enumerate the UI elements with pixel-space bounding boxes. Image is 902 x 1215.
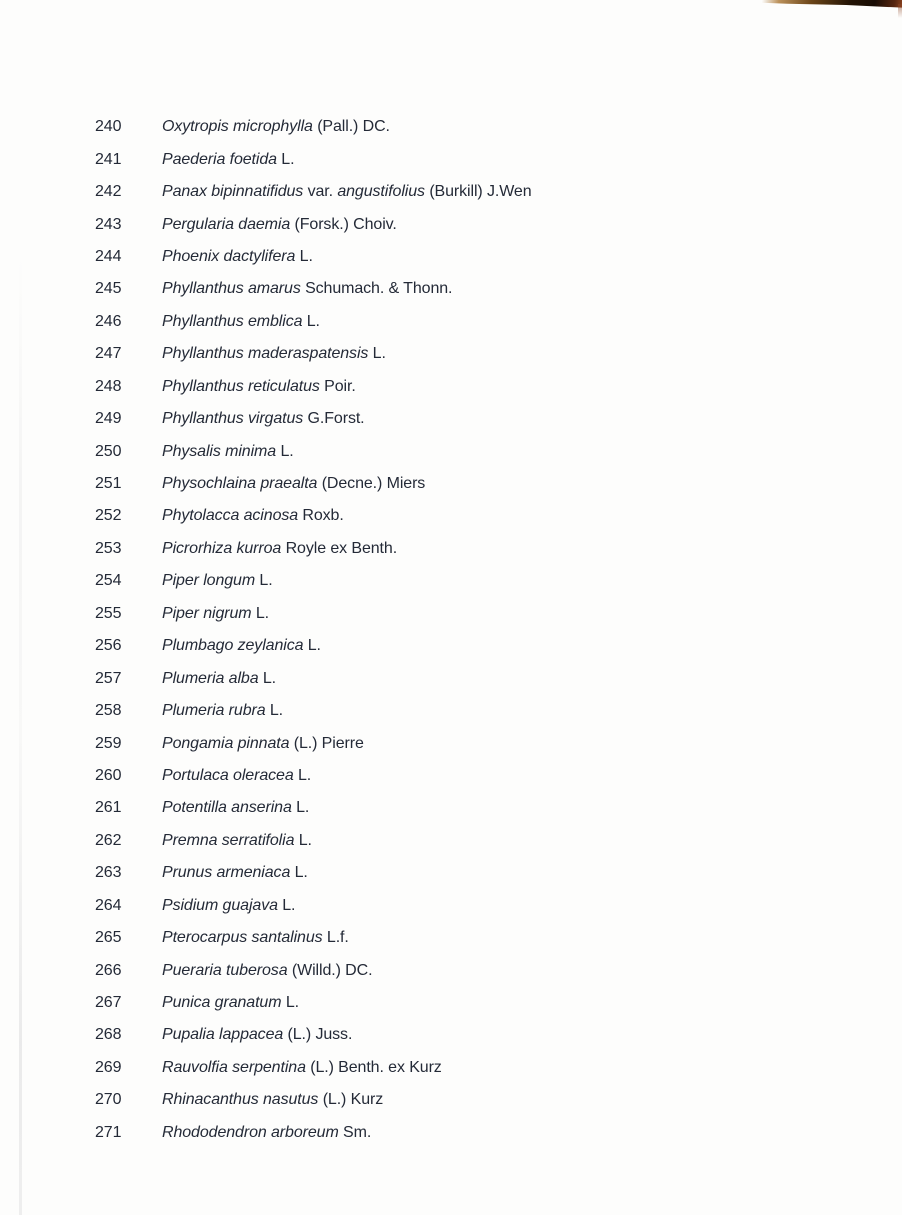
list-item (95, 468, 872, 500)
item-name (162, 443, 294, 461)
item-name (162, 572, 273, 590)
item-number: 244 (95, 247, 122, 265)
author-citation: (L.) Benth. ex Kurz (305, 1058, 442, 1076)
item-number: 271 (95, 1123, 122, 1141)
list-item (95, 273, 872, 305)
list-item (95, 987, 872, 1019)
species-binomial: Psidium guajava (162, 896, 278, 914)
item-number: 243 (95, 215, 122, 233)
author-citation: Sm. (338, 1123, 372, 1141)
author-citation: Poir. (319, 377, 356, 395)
author-citation: L. (293, 766, 312, 784)
item-name (162, 540, 397, 558)
species-binomial: Punica granatum (162, 994, 282, 1012)
list-item (95, 403, 872, 435)
list-item (95, 533, 872, 565)
author-citation: (L.) Pierre (289, 734, 364, 752)
item-name (162, 118, 390, 136)
item-number: 246 (95, 312, 122, 330)
author-citation: L. (291, 799, 310, 817)
item-number: 250 (95, 442, 122, 460)
list-item (95, 760, 872, 792)
list-item (95, 306, 872, 338)
item-name (162, 735, 364, 753)
species-binomial: Phyllanthus amarus (162, 280, 301, 298)
item-number: 270 (95, 1091, 122, 1109)
author-citation: Royle ex Benth. (281, 539, 398, 557)
item-number: 268 (95, 1026, 122, 1044)
list-item (95, 630, 872, 662)
species-binomial: Premna serratifolia (162, 831, 295, 849)
item-number: 259 (95, 734, 122, 752)
list-item (95, 565, 872, 597)
item-name (162, 929, 349, 947)
item-name (162, 864, 308, 882)
item-number: 248 (95, 377, 122, 395)
item-name (162, 151, 294, 169)
author-citation: (Decne.) Miers (317, 475, 426, 493)
species-binomial: Plumbago zeylanica (162, 637, 304, 655)
author-citation: L. (276, 442, 294, 460)
item-name (162, 799, 309, 817)
species-binomial: Pterocarpus santalinus (162, 929, 323, 947)
item-name (162, 410, 365, 428)
item-number: 242 (95, 183, 122, 201)
species-binomial: Pupalia lappacea (162, 1026, 284, 1044)
item-name (162, 605, 269, 623)
author-citation: (Willd.) DC. (287, 961, 373, 979)
scan-left-streak (19, 255, 22, 1215)
list-item (95, 143, 872, 175)
author-citation: L. (281, 994, 299, 1012)
item-number: 269 (95, 1058, 122, 1076)
list-item (95, 208, 872, 240)
species-binomial: Phyllanthus emblica (162, 312, 303, 330)
scan-right-edge-artifact (898, 4, 902, 18)
item-number: 253 (95, 539, 122, 557)
item-number: 261 (95, 799, 122, 817)
list-item (95, 111, 872, 143)
item-number: 241 (95, 150, 122, 168)
author-citation: (Pall.) DC. (312, 118, 390, 136)
item-number: 262 (95, 831, 122, 849)
list-item (95, 1019, 872, 1051)
list-item (95, 1117, 872, 1149)
list-item (95, 1052, 872, 1084)
species-binomial: Pergularia daemia (162, 215, 291, 233)
item-name (162, 962, 372, 980)
species-binomial: Phyllanthus reticulatus (162, 377, 320, 395)
list-item (95, 241, 872, 273)
species-binomial: Prunus armeniaca (162, 864, 291, 882)
species-binomial: Plumeria alba (162, 669, 259, 687)
author-citation: L. (265, 702, 284, 720)
species-binomial: Physalis minima (162, 442, 277, 460)
species-binomial: Rhinacanthus nasutus (162, 1091, 319, 1109)
item-number: 263 (95, 864, 122, 882)
species-binomial: Phoenix dactylifera (162, 247, 296, 265)
species-binomial: Physochlaina praealta (162, 475, 318, 493)
author-citation: L.f. (322, 929, 349, 947)
species-binomial: Paederia foetida (162, 150, 277, 168)
item-name (162, 345, 386, 363)
list-item (95, 890, 872, 922)
author-citation: Schumach. & Thonn. (300, 280, 453, 298)
list-item (95, 338, 872, 370)
list-item (95, 500, 872, 532)
item-name (162, 702, 283, 720)
author-citation: L. (258, 669, 277, 687)
item-name (162, 670, 276, 688)
species-binomial: Picrorhiza kurroa (162, 539, 282, 557)
author-citation: L. (368, 345, 386, 363)
item-name (162, 507, 344, 525)
item-name (162, 183, 532, 201)
item-name (162, 1091, 383, 1109)
item-number: 245 (95, 280, 122, 298)
author-citation: var. (303, 183, 338, 201)
author-citation: L. (251, 604, 270, 622)
author-citation: L. (303, 637, 321, 655)
list-item (95, 1084, 872, 1116)
species-binomial: Phyllanthus maderaspatensis (162, 345, 369, 363)
species-binomial: angustifolius (337, 183, 425, 201)
species-binomial: Piper nigrum (162, 604, 252, 622)
species-binomial: Pueraria tuberosa (162, 961, 288, 979)
item-name (162, 767, 311, 785)
item-name (162, 1059, 442, 1077)
item-name (162, 378, 356, 396)
species-binomial: Portulaca oleracea (162, 766, 294, 784)
author-citation: L. (277, 896, 296, 914)
item-number: 240 (95, 118, 122, 136)
item-name (162, 475, 425, 493)
item-number: 254 (95, 572, 122, 590)
species-binomial: Oxytropis microphylla (162, 118, 313, 136)
item-number: 257 (95, 669, 122, 687)
author-citation: L. (290, 864, 308, 882)
list-item (95, 727, 872, 759)
item-name (162, 248, 313, 266)
author-citation: L. (276, 150, 295, 168)
list-item (95, 792, 872, 824)
item-number: 260 (95, 766, 122, 784)
item-name (162, 897, 295, 915)
author-citation: (L.) Juss. (283, 1026, 353, 1044)
list-item (95, 922, 872, 954)
item-name (162, 832, 312, 850)
item-name (162, 994, 299, 1012)
item-name (162, 1124, 371, 1142)
list-item (95, 825, 872, 857)
species-binomial: Panax bipinnatifidus (162, 183, 304, 201)
item-name (162, 313, 320, 331)
item-name (162, 637, 321, 655)
item-number: 251 (95, 475, 122, 493)
author-citation: (Forsk.) Choiv. (290, 215, 397, 233)
author-citation: L. (295, 247, 313, 265)
species-binomial: Rhododendron arboreum (162, 1123, 339, 1141)
author-citation: L. (294, 831, 312, 849)
item-number: 256 (95, 637, 122, 655)
list-item (95, 662, 872, 694)
list-item (95, 954, 872, 986)
item-number: 247 (95, 345, 122, 363)
item-name (162, 1026, 352, 1044)
list-item (95, 435, 872, 467)
species-binomial: Potentilla anserina (162, 799, 292, 817)
list-item (95, 371, 872, 403)
item-name (162, 216, 397, 234)
item-number: 265 (95, 929, 122, 947)
list-item (95, 695, 872, 727)
list-item (95, 176, 872, 208)
species-list (95, 111, 872, 1149)
list-item (95, 598, 872, 630)
species-binomial: Plumeria rubra (162, 702, 266, 720)
scan-edge-artifact (762, 0, 902, 9)
species-binomial: Pongamia pinnata (162, 734, 290, 752)
author-citation: (Burkill) J.Wen (424, 183, 532, 201)
species-binomial: Rauvolfia serpentina (162, 1058, 306, 1076)
author-citation: L. (302, 312, 320, 330)
item-number: 266 (95, 961, 122, 979)
item-number: 267 (95, 994, 122, 1012)
item-number: 258 (95, 702, 122, 720)
author-citation: G.Forst. (303, 410, 365, 428)
species-binomial: Phyllanthus virgatus (162, 410, 304, 428)
list-item (95, 857, 872, 889)
author-citation: L. (255, 572, 273, 590)
author-citation: Roxb. (298, 507, 344, 525)
species-binomial: Phytolacca acinosa (162, 507, 299, 525)
item-number: 255 (95, 604, 122, 622)
item-number: 249 (95, 410, 122, 428)
species-binomial: Piper longum (162, 572, 256, 590)
item-number: 252 (95, 507, 122, 525)
author-citation: (L.) Kurz (318, 1091, 384, 1109)
item-number: 264 (95, 896, 122, 914)
item-name (162, 280, 452, 298)
